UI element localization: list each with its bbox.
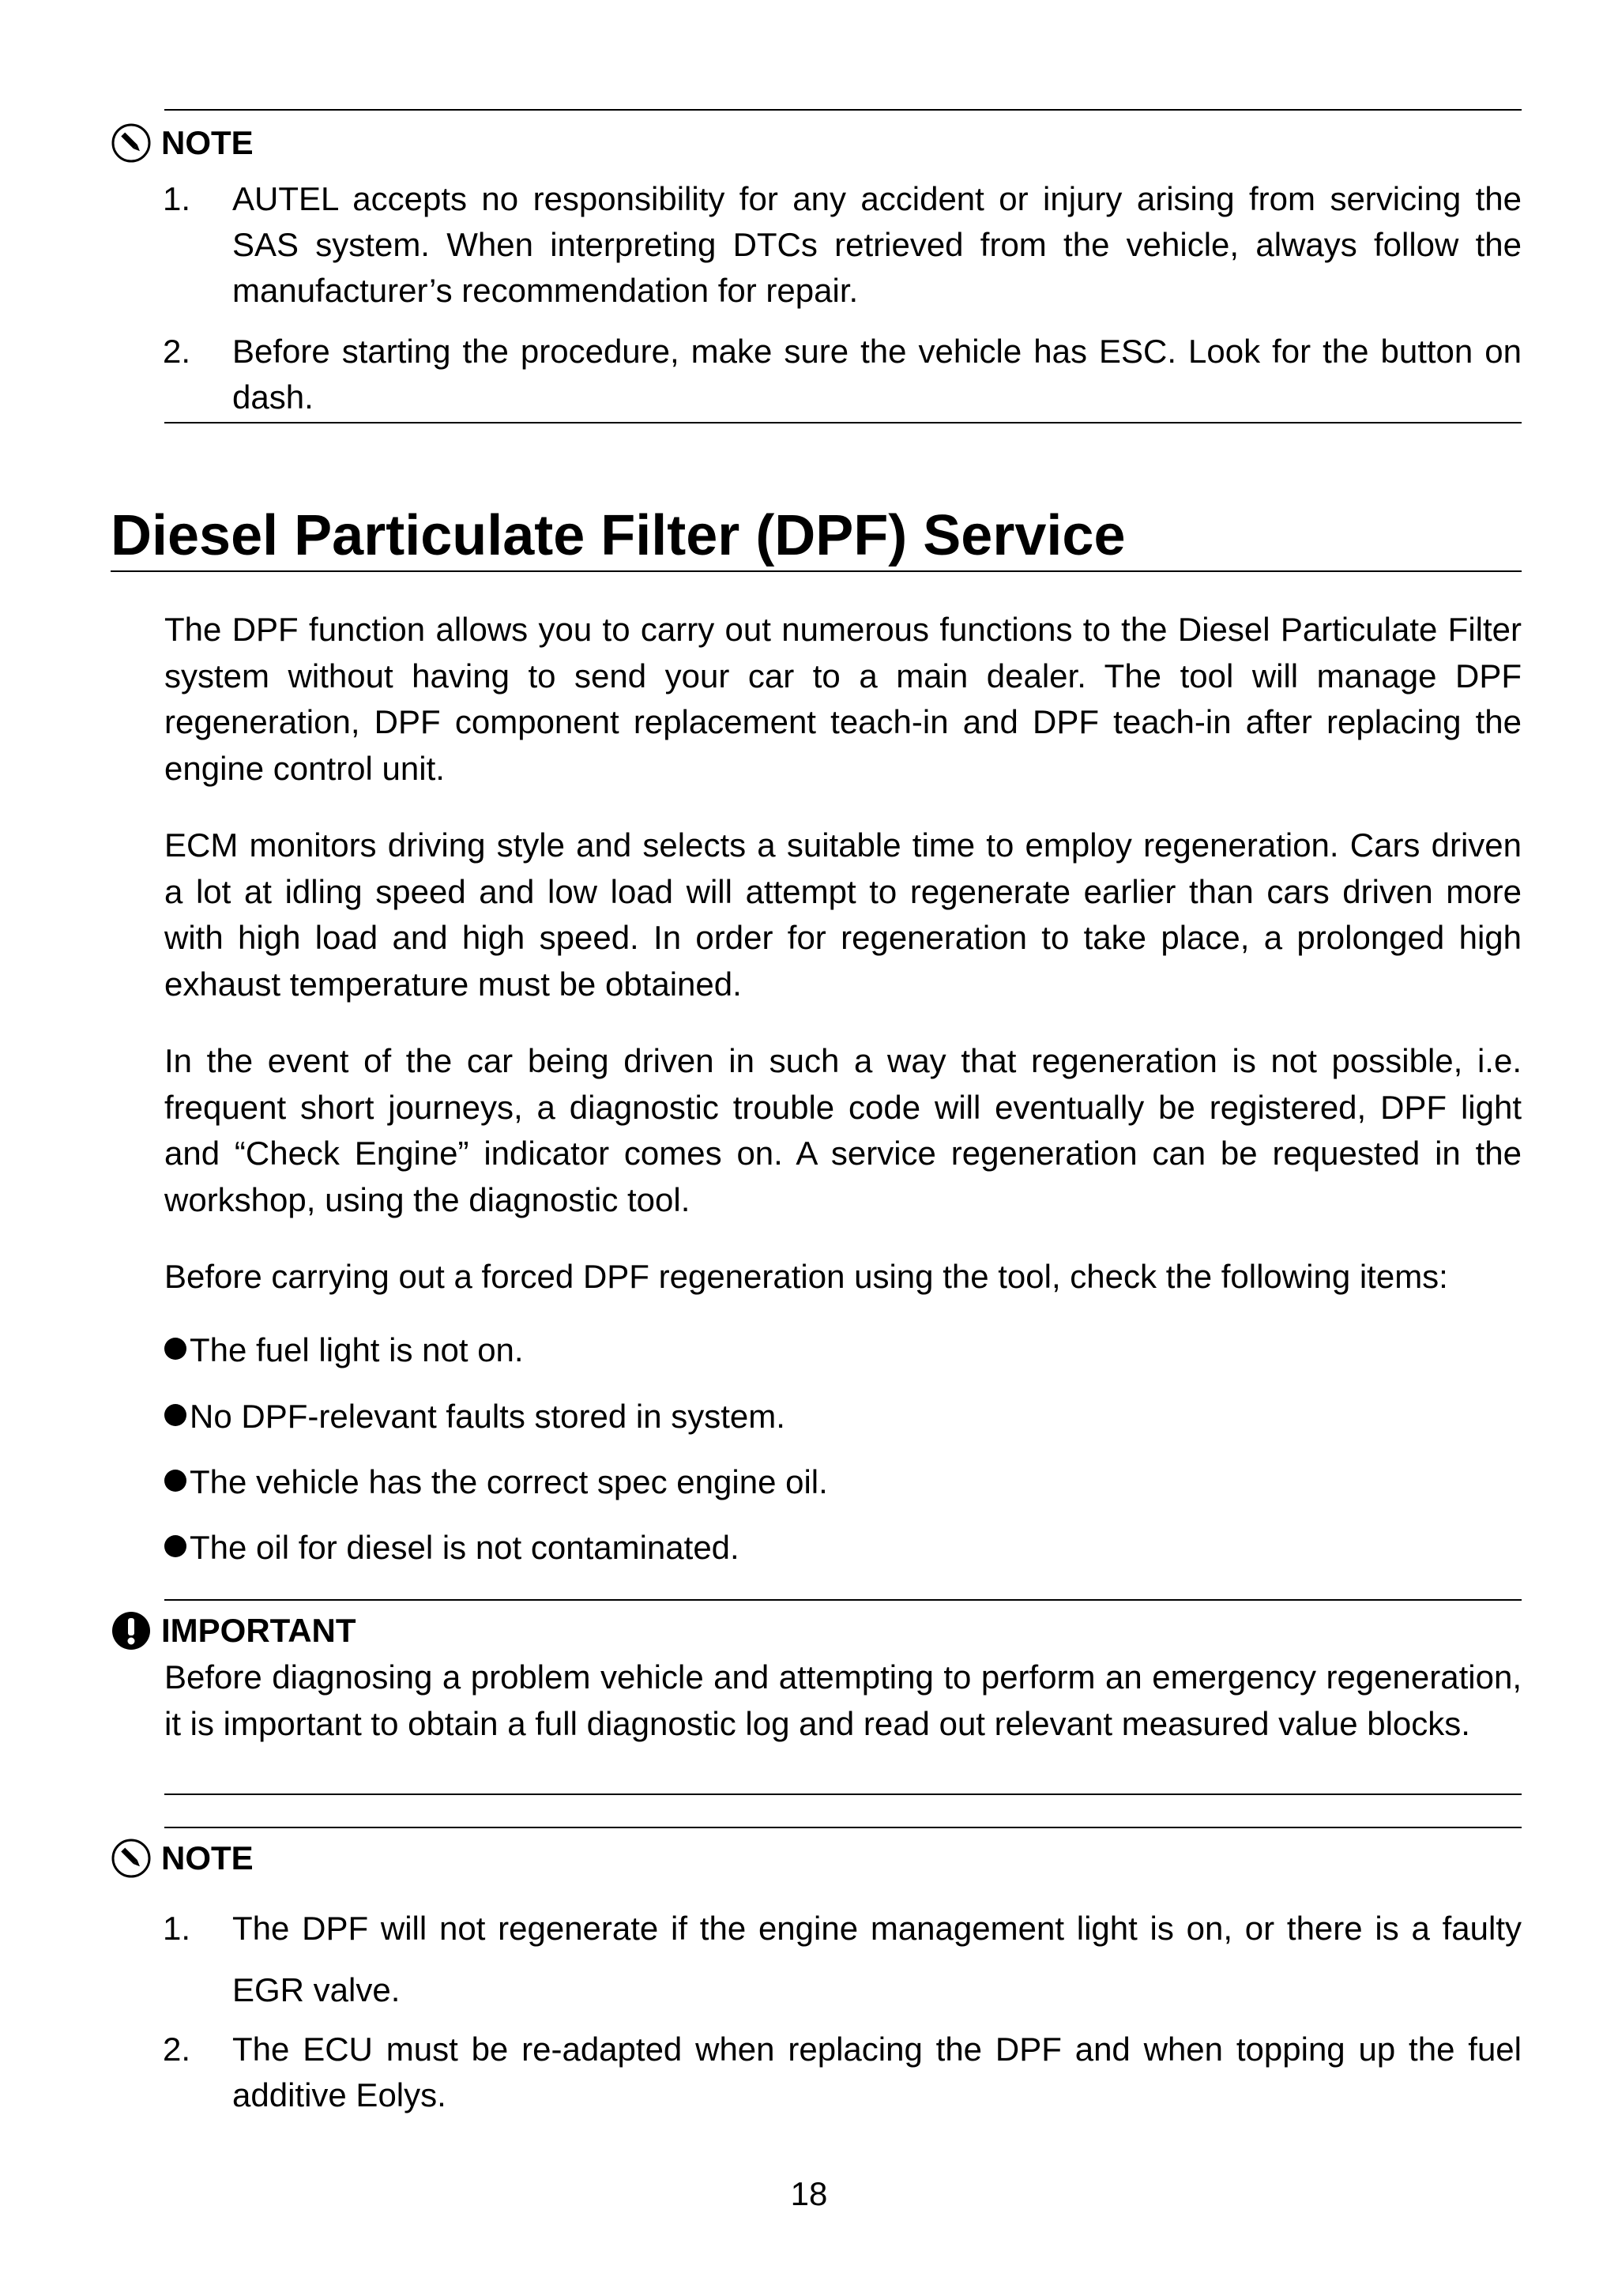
bullet-dot-icon [164,1470,186,1492]
note-item-text: AUTEL accepts no responsibility for any accident or injury arising from servicing the SAS system. When interpreting DTCs retrieved from the vehicle, always follow the manufacturer’s recommendation for repair. [232,180,1522,309]
important-title: IMPORTANT [161,1612,356,1649]
bullet-text: The fuel light is not on. [190,1331,524,1368]
body-paragraph: Before carrying out a forced DPF regeneration using the tool, check the following items: [164,1258,1448,1295]
note-heading [111,1838,254,1879]
bullet-text: The oil for diesel is not contaminated. [190,1529,739,1566]
note-item-number: 2. [163,333,191,370]
note-heading [111,122,254,164]
note-item-text: Before starting the procedure, make sure the vehicle has ESC. Look for the button on dash. [232,333,1522,416]
note-item-number: 2. [163,2031,191,2068]
body-paragraph: In the event of the car being driven in such a way that regeneration is not possible, i.e. frequent short journeys, a diagnostic trouble code will eventually be registered, DPF light and “Check Engine” indicator comes on. A service regeneration can be requested in the workshop, using the diagnostic tool. [164,1042,1522,1218]
bullet-item [164,1394,1522,1440]
important-heading [111,1610,356,1651]
note-item [163,176,1522,314]
bullet-text: No DPF-relevant faults stored in system. [190,1398,785,1435]
note-title: NOTE [161,124,254,161]
bullet-dot-icon [164,1404,186,1426]
note-title: NOTE [161,1839,254,1876]
note-item [163,329,1522,420]
exclamation-circle-icon [111,1610,152,1651]
note-item-number: 1. [163,1910,191,1947]
important-bottom-rule [164,1794,1522,1795]
note-top-rule [164,1827,1522,1828]
body-paragraph: The DPF function allows you to carry out numerous functions to the Diesel Particulate Filter system without having to send your car to a main dealer. The tool will manage DPF regeneration, DPF component replacement teach-in and DPF teach-in after replacing the engine control unit. [164,611,1522,787]
important-text: Before diagnosing a problem vehicle and attempting to perform an emergency regeneration, it is important to obtain a full diagnostic log and read out relevant measured value blocks. [164,1658,1522,1742]
pencil-circle-icon [111,1838,152,1879]
note-item-number: 1. [163,180,191,217]
section-heading: Diesel Particulate Filter (DPF) Service [111,504,1126,567]
body-paragraph: ECM monitors driving style and selects a suitable time to employ regeneration. Cars driven a lot at idling speed and low load will attempt to regenerate earlier than cars driven more with high load and high speed. In order for regeneration to take place, a prolonged high exhaust temperature must be obtained. [164,826,1522,1003]
note-item-text: The DPF will not regenerate if the engine management light is on, or there is a faulty EGR valve. [232,1910,1522,2008]
page-number: 18 [790,2175,828,2212]
bullet-dot-icon [164,1338,186,1360]
bullet-item [164,1525,1522,1571]
note-item [163,2027,1522,2118]
pencil-circle-icon [111,122,152,164]
note-item [163,1898,1522,2021]
bullet-text: The vehicle has the correct spec engine oil. [190,1463,828,1500]
bullet-item [164,1459,1522,1505]
bullet-item [164,1327,1522,1373]
note-item-text: The ECU must be re-adapted when replacing the DPF and when topping up the fuel additive Eolys. [232,2031,1522,2113]
note-top-rule [164,109,1522,111]
note-bottom-rule [164,422,1522,423]
important-top-rule [164,1599,1522,1601]
heading-underline [111,570,1522,572]
bullet-dot-icon [164,1535,186,1557]
